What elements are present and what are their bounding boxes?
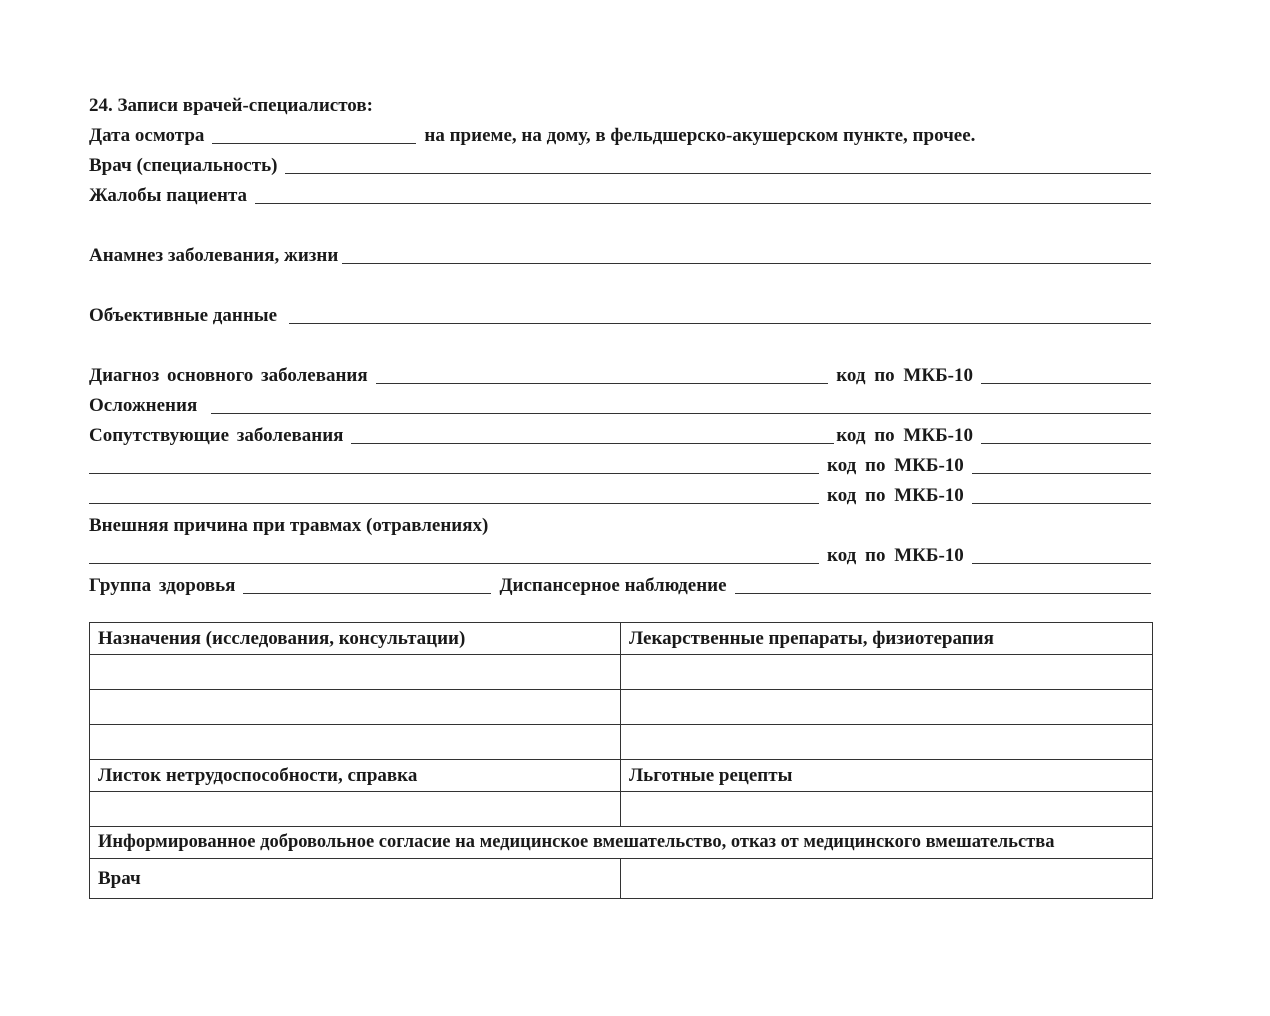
- external-cause-label: Внешняя причина при травмах (отравлениях): [89, 515, 489, 536]
- dispensary-label: Диспансерное наблюдение: [499, 575, 727, 596]
- objective-label: Объективные данные: [89, 305, 278, 326]
- health-group-label: Группа здоровья: [89, 575, 236, 596]
- table-header-row: [90, 760, 1153, 792]
- exam-date-row: [89, 124, 1151, 148]
- comorbidity-extra-icd-field-1[interactable]: [972, 473, 1151, 474]
- anamnesis-row: [89, 244, 1151, 268]
- drugs-cell[interactable]: [621, 690, 1153, 725]
- comorbidity-extra-icd-field-2[interactable]: [972, 503, 1151, 504]
- sick-leave-header: Листок нетрудоспособности, справка: [90, 760, 621, 792]
- table-header-row: [90, 827, 1153, 859]
- drugs-header: Лекарственные препараты, физиотерапия: [621, 623, 1153, 655]
- table-row: [90, 655, 1153, 690]
- icd-code-label: код по МКБ-10: [836, 425, 973, 446]
- doctor-specialty-row: [89, 154, 1151, 178]
- main-diagnosis-row: [89, 364, 1151, 388]
- drugs-cell[interactable]: [621, 725, 1153, 760]
- table-header-row: [90, 623, 1153, 655]
- external-cause-row: [89, 514, 1151, 538]
- doctor-specialty-label: Врач (специальность): [89, 155, 278, 176]
- objective-field[interactable]: [289, 323, 1151, 324]
- main-diagnosis-label: Диагноз основного заболевания: [89, 365, 368, 386]
- icd-code-label: код по МКБ-10: [827, 455, 964, 476]
- prescriptions-table: [89, 622, 1153, 899]
- external-cause-field-row: [89, 544, 1151, 568]
- comorbidities-field[interactable]: [351, 443, 834, 444]
- icd-code-label: код по МКБ-10: [827, 485, 964, 506]
- doctor-signature-cell[interactable]: [621, 859, 1153, 899]
- exam-date-field[interactable]: [212, 143, 416, 144]
- comorbidities-extra-row-2: [89, 484, 1151, 508]
- assignments-cell[interactable]: [90, 725, 621, 760]
- external-cause-field[interactable]: [89, 563, 819, 564]
- anamnesis-field[interactable]: [342, 263, 1151, 264]
- doctor-specialty-field[interactable]: [285, 173, 1151, 174]
- exam-date-label: Дата осмотра: [89, 125, 205, 146]
- comorbidity-extra-field-2[interactable]: [89, 503, 819, 504]
- table-row: [90, 725, 1153, 760]
- main-diagnosis-icd-field[interactable]: [981, 383, 1151, 384]
- assignments-cell[interactable]: [90, 655, 621, 690]
- comorbidities-label: Сопутствующие заболевания: [89, 425, 344, 446]
- doctor-label: Врач: [90, 859, 621, 899]
- drugs-cell[interactable]: [621, 655, 1153, 690]
- complaints-label: Жалобы пациента: [89, 185, 248, 206]
- table-row: [90, 792, 1153, 827]
- assignments-header: Назначения (исследования, консультации): [90, 623, 621, 655]
- table-row: [90, 859, 1153, 899]
- dispensary-field[interactable]: [735, 593, 1151, 594]
- complications-row: [89, 394, 1151, 418]
- complaints-row: [89, 184, 1151, 208]
- comorbidities-extra-row-1: [89, 454, 1151, 478]
- complications-field[interactable]: [211, 413, 1151, 414]
- exam-place-options: на приеме, на дому, в фельдшерско-акушерском пункте, прочее.: [424, 125, 976, 146]
- anamnesis-label: Анамнез заболевания, жизни: [89, 245, 339, 266]
- icd-code-label: код по МКБ-10: [836, 365, 973, 386]
- icd-code-label: код по МКБ-10: [827, 545, 964, 566]
- section-title: 24. Записи врачей-специалистов:: [89, 95, 373, 116]
- objective-row: [89, 304, 1151, 328]
- assignments-cell[interactable]: [90, 690, 621, 725]
- complications-label: Осложнения: [89, 395, 198, 416]
- comorbidities-icd-field[interactable]: [981, 443, 1151, 444]
- prescriptions-cell[interactable]: [621, 792, 1153, 827]
- consent-header: Информированное добровольное согласие на медицинское вмешательство, отказ от медицинского вмешательства: [90, 827, 1153, 859]
- sick-leave-cell[interactable]: [90, 792, 621, 827]
- complaints-field[interactable]: [255, 203, 1151, 204]
- comorbidities-row: [89, 424, 1151, 448]
- main-diagnosis-field[interactable]: [376, 383, 829, 384]
- external-cause-icd-field[interactable]: [972, 563, 1151, 564]
- prescriptions-header: Льготные рецепты: [621, 760, 1153, 792]
- health-group-field[interactable]: [243, 593, 491, 594]
- table-row: [90, 690, 1153, 725]
- comorbidity-extra-field-1[interactable]: [89, 473, 819, 474]
- section-title-row: [89, 94, 1151, 118]
- health-group-row: [89, 574, 1151, 598]
